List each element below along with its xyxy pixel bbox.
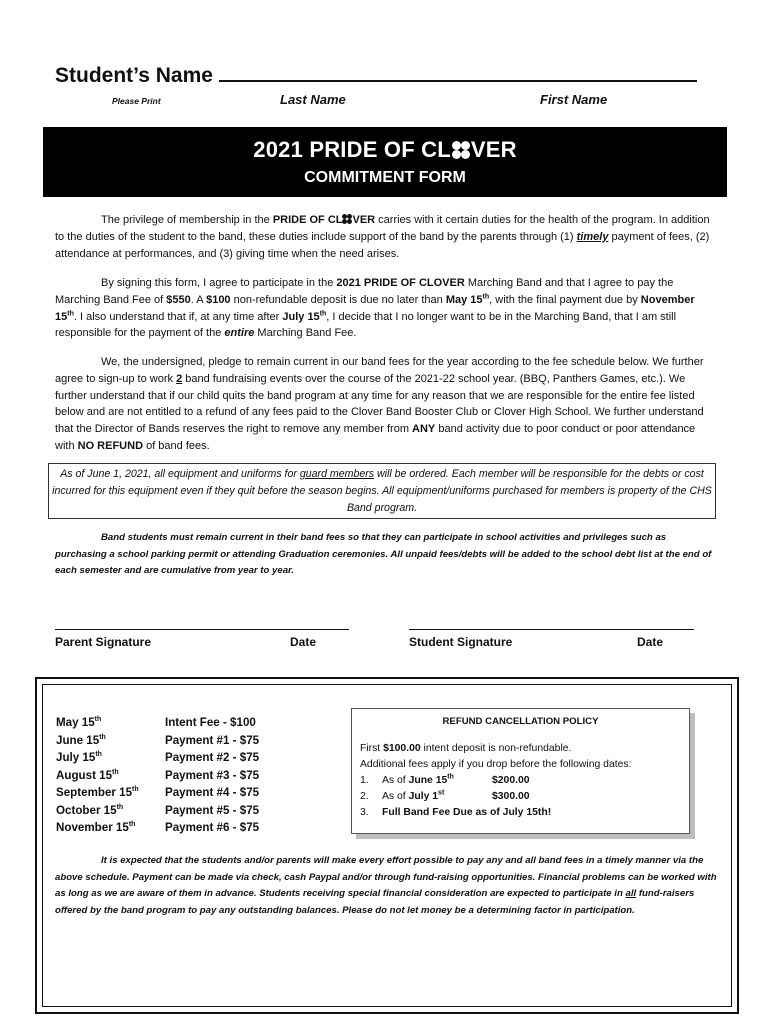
refund-item: 2. As of July 1st $300.00 <box>360 789 530 802</box>
clover-icon <box>452 141 470 159</box>
schedule-fee: Payment #1 - $75 <box>165 733 260 747</box>
form-subtitle: COMMITMENT FORM <box>304 169 466 186</box>
pledge-paragraph: We, the undersigned, pledge to remain current in our band fees for the year according to the fee schedule below. We further agree to sign-up to work 2 band fundraising events over the course of the 2021-22 school year. (BBQ, Panthers Games, etc.). We further understand that if our child quits the band program at any time for any reason that we are responsible for the entire fee listed below and are not entitled to a refund of any fees paid to the Clover Band Booster Club or Clover High School. We further understand that the Director of Bands reserves the right to remove any member from ANY band activity due to poor conduct or poor attendance with NO REFUND of band fees. <box>55 356 704 452</box>
title-text-part1: 2021 PRIDE OF CL <box>253 137 451 162</box>
schedule-date: June 15th <box>56 733 106 747</box>
refund-item: 1. As of June 15th $200.00 <box>360 773 530 786</box>
schedule-date: November 15th <box>56 821 136 834</box>
refund-policy-body: First $100.00 intent deposit is non-refundable. Additional fees apply if you drop before the following dates: 1. As of June 15th $200.00 2. As of July 1st $300.00 3. Full Band Fee Due as of July 15th! <box>360 741 689 821</box>
please-print-label: Please Print <box>112 96 161 106</box>
parent-signature-line[interactable] <box>55 629 349 630</box>
schedule-date: July 15th <box>56 751 102 764</box>
parent-signature-label: Parent Signature <box>55 635 152 649</box>
title-banner <box>43 127 727 197</box>
schedule-fee: Payment #5 - $75 <box>165 803 260 817</box>
student-name-field[interactable] <box>55 60 697 88</box>
guard-equipment-note: As of June 1, 2021, all equipment and uniforms for guard members will be ordered. Each member will be responsible for the debts or cost incurred for this equipment even if they quit before the season begins. All equipment/uniforms purchased for members is property of the CHS Band program. <box>48 463 716 519</box>
student-date-label: Date <box>637 635 664 649</box>
clover-small-icon <box>342 214 352 224</box>
schedule-fee: Payment #6 - $75 <box>165 821 260 834</box>
first-name-label: First Name <box>540 92 608 107</box>
student-signature-line[interactable] <box>409 629 694 630</box>
schedule-fee: Payment #4 - $75 <box>165 786 260 799</box>
payment-dates-list <box>56 714 139 837</box>
payment-expectation-paragraph: It is expected that the students and/or parents will make every effort possible to pay any and all band fees in a timely manner via the above schedule. Payment can be made via check, cash Paypal and/or through fund-raising opportunities. Financial problems can be worked with as long as we are aware of them in advance. Students receiving special financial consideration are expected to participate in all fund-raisers offered by the band program to pay any outstanding balances. Please do not let money be a determining factor in participation. <box>55 855 717 916</box>
schedule-fee: Payment #3 - $75 <box>165 768 260 782</box>
student-name-label: Student’s Name <box>55 64 213 87</box>
schedule-date: August 15th <box>56 768 119 782</box>
agreement-paragraph: By signing this form, I agree to participate in the 2021 PRIDE OF CLOVER Marching Band and that I agree to pay the Marching Band Fee of $550. A $100 non-refundable deposit is due no later than May 15th, with the final payment due by November 15th. I also understand that if, at any time after July 15th, I decide that I no longer want to be in the Marching Band, that I am still responsible for the payment of the entire Marching Band Fee. <box>55 277 695 340</box>
parent-date-label: Date <box>290 635 317 649</box>
title-text-part2: VER <box>470 137 517 162</box>
band-fees-notice: Band students must remain current in their band fees so that they can participate in school activities and privileges such as purchasing a school parking permit or attending Graduation ceremonies. All unpaid fees/debts will be added to the school debt list at the end of each semester and are cumulative from year to year. <box>55 532 712 576</box>
payment-amounts-list <box>165 714 259 837</box>
schedule-date: October 15th <box>56 803 124 817</box>
last-name-label: Last Name <box>280 92 346 107</box>
refund-item: 3. Full Band Fee Due as of July 15th! <box>360 807 552 818</box>
form-title <box>43 137 727 163</box>
refund-policy-title: REFUND CANCELLATION POLICY <box>442 716 599 727</box>
schedule-date: May 15th <box>56 716 102 729</box>
student-name-underline[interactable] <box>219 60 697 82</box>
membership-paragraph: The privilege of membership in the PRIDE OF CL VER carries with it certain duties for the health of the program. In addition to the duties of the student to the band, these duties include support of the band by the parents through (1) timely payment of fees, (2) attendance at performances, and (3) giving time when the need arises. <box>55 214 710 260</box>
schedule-fee: Intent Fee - $100 <box>165 716 256 729</box>
student-signature-label: Student Signature <box>409 635 513 649</box>
refund-policy-box <box>351 708 690 834</box>
schedule-fee: Payment #2 - $75 <box>165 751 260 764</box>
schedule-date: September 15th <box>56 786 139 799</box>
